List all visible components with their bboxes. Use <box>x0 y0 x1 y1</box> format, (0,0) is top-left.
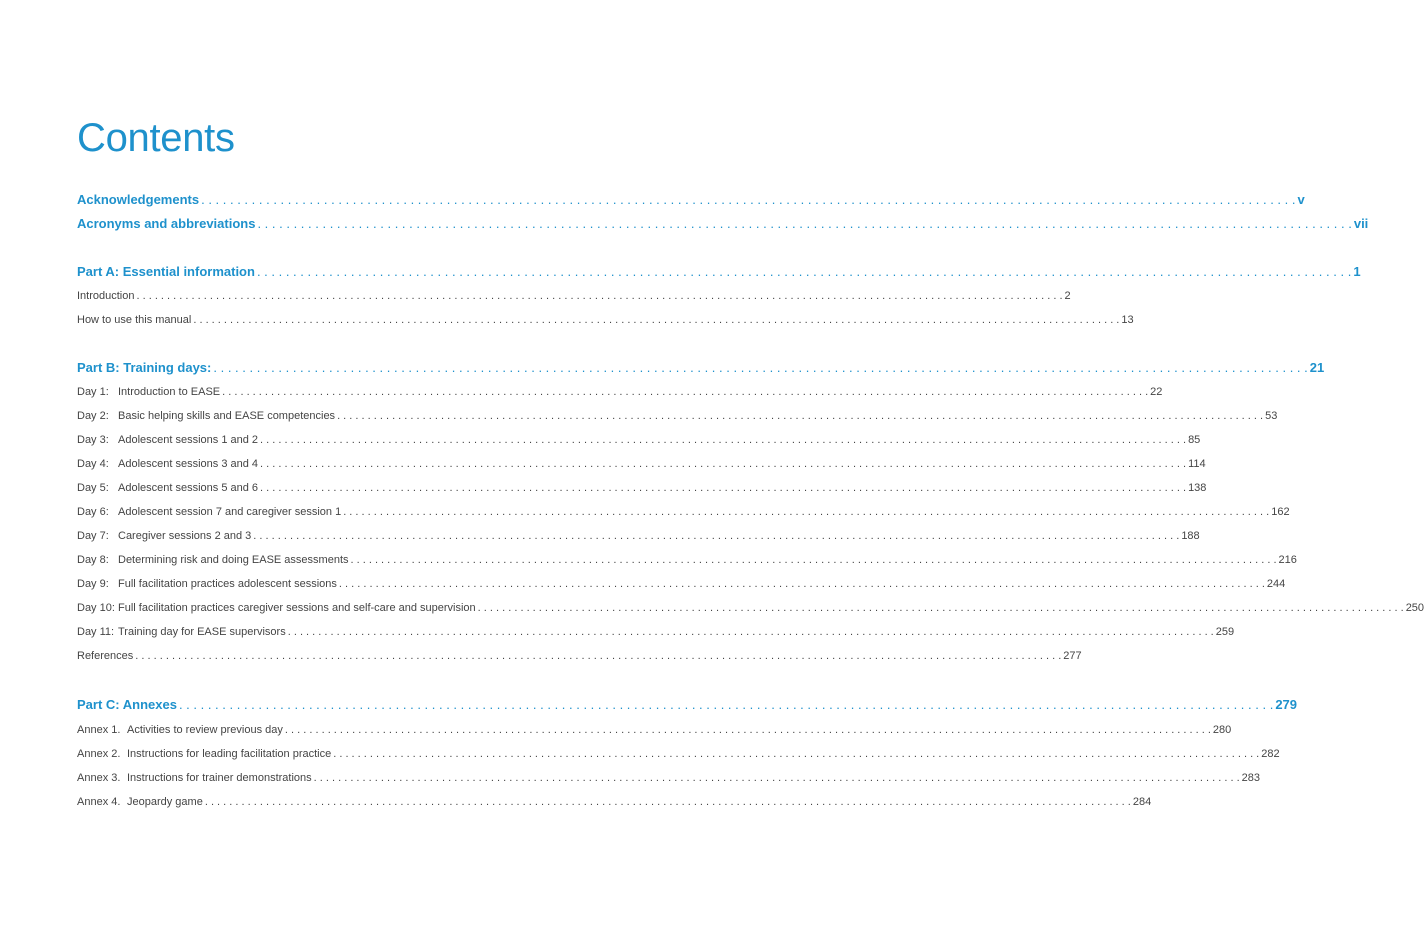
dot-leader <box>253 530 1179 542</box>
toc-entry-page: 216 <box>1278 554 1297 566</box>
dot-leader <box>213 360 1307 375</box>
toc-entry-day[interactable] <box>77 434 1201 450</box>
toc-entry-page: 2 <box>1064 290 1071 302</box>
toc-entry-label: Jeopardy game <box>127 796 203 808</box>
toc-entry-page: 13 <box>1121 314 1134 326</box>
toc-entry-references[interactable] <box>77 650 1082 666</box>
toc-entry-page: 284 <box>1132 796 1152 808</box>
toc-entry-label: How to use this manual <box>77 314 192 326</box>
toc-entry-label: Adolescent sessions 1 and 2 <box>118 434 259 446</box>
dot-leader <box>201 192 1295 207</box>
toc-entry-page: 250 <box>1405 602 1424 614</box>
page-title: Contents <box>77 116 235 160</box>
toc-entry-page: 283 <box>1241 772 1261 784</box>
toc-entry-label: Full facilitation practices adolescent sessions <box>118 578 337 590</box>
toc-entry-day[interactable] <box>77 578 1286 594</box>
toc-entry-label: Introduction <box>77 290 135 302</box>
toc-entry-label: Instructions for leading facilitation practice <box>127 748 332 760</box>
toc-entry-label: Activities to review previous day <box>127 724 283 736</box>
dot-leader <box>222 386 1148 398</box>
dot-leader <box>260 482 1186 494</box>
toc-entry-label: Caregiver sessions 2 and 3 <box>118 530 252 542</box>
toc-entry-annex[interactable] <box>77 748 1280 764</box>
toc-entry-day[interactable] <box>77 410 1278 426</box>
toc-entry-number: Day 8: <box>77 554 109 566</box>
toc-entry-page: 244 <box>1266 578 1286 590</box>
toc-entry-day[interactable] <box>77 506 1290 522</box>
dot-leader <box>257 216 1351 231</box>
toc-entry-day[interactable] <box>77 482 1207 498</box>
dot-leader <box>260 458 1186 470</box>
toc-entry-day[interactable] <box>77 386 1163 402</box>
toc-entry-number: Annex 3. <box>77 772 121 784</box>
dot-leader <box>333 748 1259 760</box>
dot-leader <box>205 796 1131 808</box>
toc-entry-label: Adolescent session 7 and caregiver session 1 <box>118 506 342 518</box>
toc-entry-label: Determining risk and doing EASE assessments <box>118 554 349 566</box>
toc-section-label: Part B: Training days: <box>77 360 212 375</box>
toc-entry-page: 53 <box>1265 410 1278 422</box>
toc-entry-page: 22 <box>1150 386 1163 398</box>
toc-entry-label: Instructions for trainer demonstrations <box>127 772 312 784</box>
dot-leader <box>351 554 1277 566</box>
toc-section-page: 1 <box>1353 264 1361 279</box>
toc-entry-number: Day 5: <box>77 482 109 494</box>
toc-entry-day[interactable] <box>77 626 1235 642</box>
toc-entry-page: 114 <box>1188 458 1206 470</box>
toc-entry-page: 138 <box>1188 482 1207 494</box>
toc-entry-number: Day 11: <box>77 626 115 638</box>
toc-entry-page: vii <box>1353 216 1369 231</box>
toc-entry-annex[interactable] <box>77 796 1152 812</box>
toc-entry-page: 85 <box>1188 434 1201 446</box>
toc-entry-annex[interactable] <box>77 772 1261 788</box>
toc-section-page: 21 <box>1309 360 1325 375</box>
dot-leader <box>257 264 1351 279</box>
toc-entry-how-to-use[interactable] <box>77 314 1134 330</box>
toc-entry-label: Basic helping skills and EASE competencies <box>118 410 336 422</box>
toc-entry-number: Annex 2. <box>77 748 121 760</box>
toc-section-part-c[interactable] <box>77 697 1298 715</box>
toc-entry-page: v <box>1297 192 1305 207</box>
toc-entry-day[interactable] <box>77 602 1424 618</box>
toc-entry-label: Introduction to EASE <box>118 386 221 398</box>
toc-entry-page: 188 <box>1181 530 1200 542</box>
toc-entry-number: Day 3: <box>77 434 109 446</box>
toc-entry-label: Adolescent sessions 5 and 6 <box>118 482 259 494</box>
toc-entry-number: Day 10: <box>77 602 115 614</box>
toc-section-page: 279 <box>1275 697 1298 712</box>
dot-leader <box>285 724 1211 736</box>
dot-leader <box>343 506 1269 518</box>
dot-leader <box>136 290 1062 302</box>
dot-leader <box>337 410 1263 422</box>
toc-entry-page: 280 <box>1212 724 1232 736</box>
toc-entry-number: Day 9: <box>77 578 109 590</box>
toc-entry-acronyms[interactable] <box>77 216 1369 234</box>
toc-entry-day[interactable] <box>77 530 1200 546</box>
toc-entry-label: Full facilitation practices caregiver sessions and self-care and supervision <box>118 602 476 614</box>
toc-entry-label: References <box>77 650 134 662</box>
dot-leader <box>260 434 1186 446</box>
toc-section-label: Part A: Essential information <box>77 264 255 279</box>
toc-entry-number: Annex 4. <box>77 796 121 808</box>
toc-section-label: Part C: Annexes <box>77 697 177 712</box>
dot-leader <box>288 626 1214 638</box>
dot-leader <box>339 578 1265 590</box>
toc-entry-label: Acknowledgements <box>77 192 200 207</box>
toc-section-part-a[interactable] <box>77 264 1361 282</box>
toc-entry-introduction[interactable] <box>77 290 1071 306</box>
toc-entry-number: Day 7: <box>77 530 109 542</box>
toc-entry-label: Adolescent sessions 3 and 4 <box>118 458 259 470</box>
toc-entry-acknowledgements[interactable] <box>77 192 1305 210</box>
toc-entry-number: Day 2: <box>77 410 109 422</box>
dot-leader <box>478 602 1404 614</box>
dot-leader <box>179 697 1273 712</box>
toc-entry-page: 277 <box>1063 650 1082 662</box>
toc-entry-label: Acronyms and abbreviations <box>77 216 256 231</box>
toc-entry-annex[interactable] <box>77 724 1232 740</box>
toc-entry-page: 282 <box>1261 748 1280 760</box>
toc-entry-day[interactable] <box>77 458 1206 474</box>
dot-leader <box>314 772 1240 784</box>
toc-entry-day[interactable] <box>77 554 1297 570</box>
toc-entry-number: Day 1: <box>77 386 109 398</box>
toc-entry-number: Annex 1. <box>77 724 121 736</box>
toc-entry-label: Training day for EASE supervisors <box>118 626 286 638</box>
toc-entry-page: 259 <box>1215 626 1235 638</box>
toc-entry-number: Day 4: <box>77 458 109 470</box>
dot-leader <box>135 650 1061 662</box>
toc-entry-page: 162 <box>1271 506 1290 518</box>
toc-section-part-b[interactable] <box>77 360 1325 378</box>
dot-leader <box>193 314 1119 326</box>
toc-entry-number: Day 6: <box>77 506 109 518</box>
